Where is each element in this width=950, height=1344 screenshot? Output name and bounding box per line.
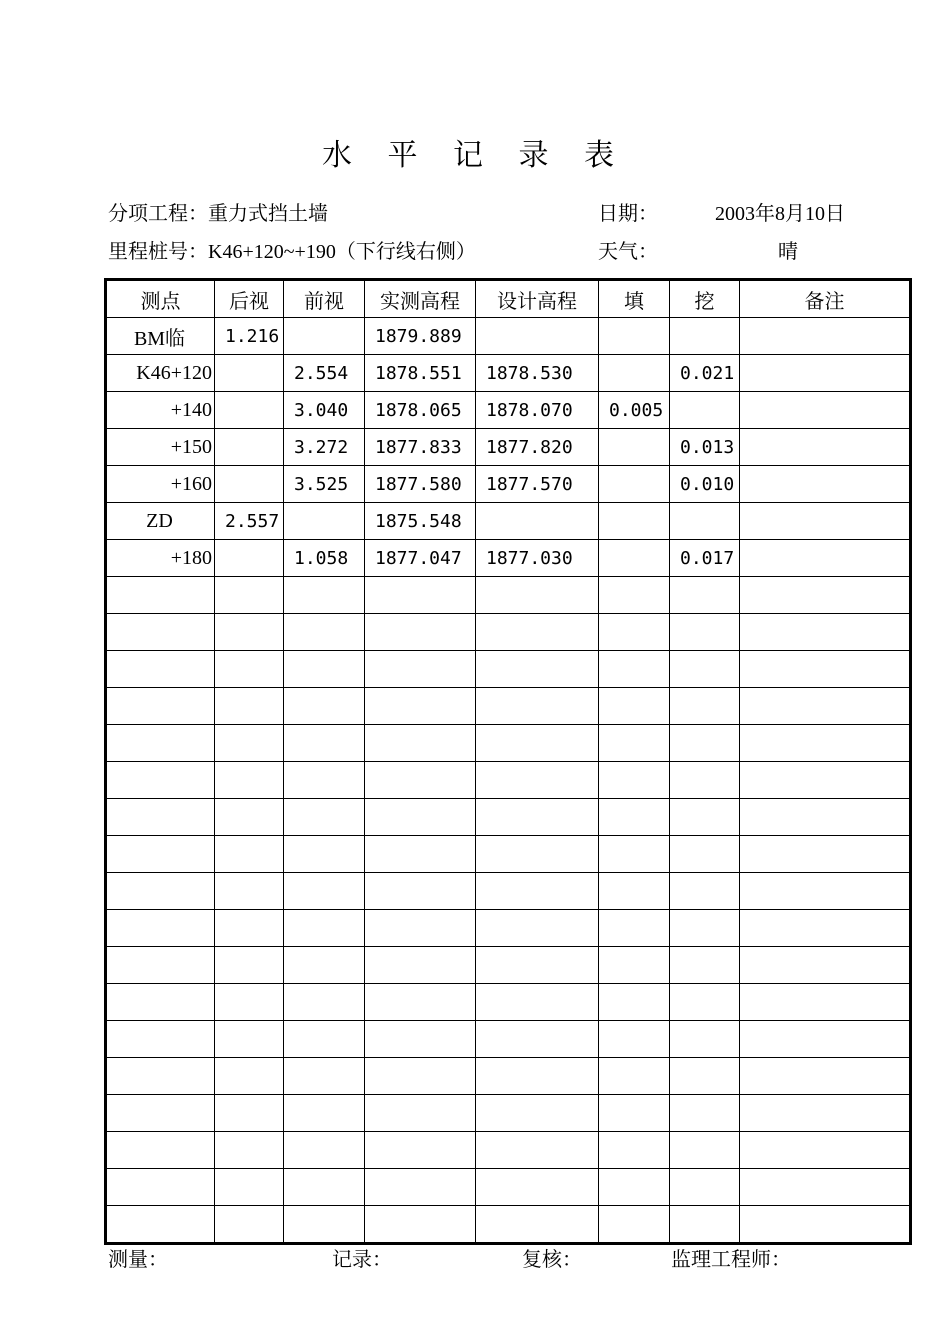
weather-label: 天气： (598, 241, 658, 263)
cell-fill (599, 540, 670, 577)
cell-foresight (284, 725, 365, 762)
table-row (106, 355, 911, 392)
cell-design-elevation (476, 1021, 599, 1058)
cell-foresight: 2.554 (284, 355, 365, 392)
cell-backsight (215, 910, 284, 947)
table-row (106, 1132, 911, 1169)
cell-measured-elevation: 1879.889 (365, 318, 476, 355)
table-row (106, 1021, 911, 1058)
station-row (108, 235, 476, 264)
table-row (106, 836, 911, 873)
cell-measured-elevation (365, 1095, 476, 1132)
cell-foresight (284, 1169, 365, 1206)
table-body (106, 318, 911, 1244)
cell-design-elevation (476, 503, 599, 540)
cell-design-elevation (476, 614, 599, 651)
cell-backsight (215, 725, 284, 762)
reviewer-label: 复核： (522, 1249, 582, 1271)
cell-design-elevation (476, 873, 599, 910)
cell-remarks (740, 1095, 911, 1132)
cell-remarks (740, 1021, 911, 1058)
cell-backsight (215, 540, 284, 577)
cell-cut (670, 762, 740, 799)
cell-point (106, 577, 215, 614)
cell-cut (670, 688, 740, 725)
cell-fill (599, 762, 670, 799)
cell-point (106, 1206, 215, 1244)
project-row (108, 197, 328, 226)
cell-design-elevation (476, 947, 599, 984)
cell-measured-elevation (365, 614, 476, 651)
cell-measured-elevation (365, 836, 476, 873)
cell-fill (599, 947, 670, 984)
cell-foresight (284, 947, 365, 984)
table-row (106, 651, 911, 688)
cell-point (106, 836, 215, 873)
cell-measured-elevation (365, 873, 476, 910)
table-row (106, 762, 911, 799)
cell-remarks (740, 540, 911, 577)
cell-foresight (284, 873, 365, 910)
station-value: K46+120~+190（下行线右侧） (208, 241, 476, 263)
cell-backsight (215, 688, 284, 725)
table-header-row (106, 280, 911, 318)
cell-fill: 0.005 (599, 392, 670, 429)
cell-cut (670, 392, 740, 429)
cell-point (106, 873, 215, 910)
cell-design-elevation (476, 688, 599, 725)
cell-remarks (740, 910, 911, 947)
cell-cut (670, 1132, 740, 1169)
cell-design-elevation (476, 836, 599, 873)
table-row (106, 503, 911, 540)
cell-point (106, 688, 215, 725)
cell-foresight (284, 799, 365, 836)
cell-foresight: 3.525 (284, 466, 365, 503)
cell-measured-elevation (365, 799, 476, 836)
cell-design-elevation (476, 1095, 599, 1132)
cell-point (106, 799, 215, 836)
cell-backsight (215, 1021, 284, 1058)
table-row (106, 1169, 911, 1206)
cell-backsight (215, 1132, 284, 1169)
cell-fill (599, 1021, 670, 1058)
cell-design-elevation (476, 651, 599, 688)
cell-point (106, 651, 215, 688)
cell-cut (670, 503, 740, 540)
supervisor-label: 监理工程师： (671, 1249, 791, 1271)
cell-design-elevation (476, 1132, 599, 1169)
cell-foresight (284, 688, 365, 725)
cell-backsight (215, 577, 284, 614)
cell-cut (670, 318, 740, 355)
column-header-backsight: 后视 (215, 280, 284, 318)
cell-measured-elevation (365, 947, 476, 984)
cell-remarks (740, 1058, 911, 1095)
cell-cut (670, 799, 740, 836)
cell-remarks (740, 688, 911, 725)
cell-cut (670, 836, 740, 873)
cell-fill (599, 1095, 670, 1132)
cell-fill (599, 688, 670, 725)
cell-measured-elevation (365, 762, 476, 799)
cell-foresight (284, 762, 365, 799)
station-label: 里程桩号： (108, 241, 208, 263)
table-row (106, 799, 911, 836)
cell-cut: 0.013 (670, 429, 740, 466)
cell-cut (670, 577, 740, 614)
cell-point (106, 1021, 215, 1058)
cell-cut (670, 1169, 740, 1206)
cell-backsight (215, 1095, 284, 1132)
cell-measured-elevation: 1875.548 (365, 503, 476, 540)
cell-point (106, 1132, 215, 1169)
cell-point (106, 725, 215, 762)
cell-point (106, 1095, 215, 1132)
cell-measured-elevation (365, 651, 476, 688)
leveling-record-table (104, 278, 912, 1245)
cell-point (106, 614, 215, 651)
cell-fill (599, 429, 670, 466)
table-row (106, 577, 911, 614)
cell-fill (599, 614, 670, 651)
cell-fill (599, 910, 670, 947)
cell-measured-elevation: 1877.833 (365, 429, 476, 466)
column-header-design-elevation: 设计高程 (476, 280, 599, 318)
cell-design-elevation (476, 799, 599, 836)
cell-measured-elevation (365, 1169, 476, 1206)
cell-fill (599, 651, 670, 688)
cell-point (106, 1058, 215, 1095)
cell-fill (599, 799, 670, 836)
cell-fill (599, 466, 670, 503)
cell-design-elevation: 1877.030 (476, 540, 599, 577)
cell-remarks (740, 392, 911, 429)
cell-backsight (215, 614, 284, 651)
cell-remarks (740, 318, 911, 355)
cell-design-elevation: 1878.530 (476, 355, 599, 392)
cell-fill (599, 1058, 670, 1095)
cell-backsight (215, 984, 284, 1021)
cell-design-elevation (476, 1058, 599, 1095)
table-row (106, 1095, 911, 1132)
cell-point: ZD (106, 503, 215, 540)
cell-design-elevation (476, 1169, 599, 1206)
cell-backsight (215, 947, 284, 984)
recorder-label: 记录： (332, 1249, 392, 1271)
cell-design-elevation (476, 725, 599, 762)
cell-fill (599, 503, 670, 540)
cell-foresight (284, 503, 365, 540)
cell-remarks (740, 614, 911, 651)
cell-point (106, 762, 215, 799)
cell-cut (670, 873, 740, 910)
cell-remarks (740, 503, 911, 540)
cell-foresight (284, 651, 365, 688)
table-row (106, 540, 911, 577)
table-row (106, 1058, 911, 1095)
cell-cut (670, 1058, 740, 1095)
cell-foresight (284, 1021, 365, 1058)
cell-design-elevation (476, 910, 599, 947)
cell-measured-elevation (365, 577, 476, 614)
table-row (106, 910, 911, 947)
cell-remarks (740, 799, 911, 836)
cell-cut: 0.021 (670, 355, 740, 392)
cell-fill (599, 725, 670, 762)
cell-cut (670, 1095, 740, 1132)
cell-foresight (284, 910, 365, 947)
cell-fill (599, 577, 670, 614)
surveyor-label: 测量： (108, 1249, 168, 1271)
cell-point: +140 (106, 392, 215, 429)
cell-remarks (740, 762, 911, 799)
cell-fill (599, 984, 670, 1021)
cell-backsight (215, 1206, 284, 1244)
cell-backsight (215, 392, 284, 429)
cell-point: BM临 (106, 318, 215, 355)
cell-foresight (284, 1206, 365, 1244)
cell-backsight (215, 762, 284, 799)
cell-measured-elevation: 1877.580 (365, 466, 476, 503)
cell-backsight: 1.216 (215, 318, 284, 355)
table-row (106, 947, 911, 984)
cell-fill (599, 836, 670, 873)
cell-point (106, 1169, 215, 1206)
cell-fill (599, 355, 670, 392)
column-header-foresight: 前视 (284, 280, 365, 318)
cell-point (106, 910, 215, 947)
table-row (106, 725, 911, 762)
cell-design-elevation (476, 577, 599, 614)
cell-point: K46+120 (106, 355, 215, 392)
cell-cut (670, 947, 740, 984)
cell-backsight (215, 355, 284, 392)
cell-remarks (740, 1169, 911, 1206)
table-row (106, 392, 911, 429)
cell-remarks (740, 429, 911, 466)
cell-cut (670, 651, 740, 688)
project-label: 分项工程： (108, 203, 208, 225)
cell-measured-elevation (365, 1132, 476, 1169)
cell-remarks (740, 577, 911, 614)
cell-measured-elevation (365, 1058, 476, 1095)
cell-remarks (740, 466, 911, 503)
cell-measured-elevation (365, 725, 476, 762)
cell-foresight (284, 1058, 365, 1095)
cell-design-elevation (476, 762, 599, 799)
cell-cut: 0.010 (670, 466, 740, 503)
weather-value: 晴 (778, 241, 798, 263)
cell-design-elevation (476, 984, 599, 1021)
cell-backsight (215, 873, 284, 910)
cell-design-elevation: 1877.820 (476, 429, 599, 466)
cell-design-elevation: 1878.070 (476, 392, 599, 429)
cell-cut (670, 1206, 740, 1244)
cell-backsight (215, 799, 284, 836)
cell-backsight (215, 651, 284, 688)
cell-measured-elevation: 1878.551 (365, 355, 476, 392)
cell-remarks (740, 873, 911, 910)
cell-measured-elevation (365, 1206, 476, 1244)
cell-remarks (740, 355, 911, 392)
cell-point (106, 984, 215, 1021)
cell-measured-elevation (365, 688, 476, 725)
cell-cut (670, 984, 740, 1021)
cell-remarks (740, 1132, 911, 1169)
cell-cut (670, 725, 740, 762)
cell-backsight (215, 1169, 284, 1206)
cell-backsight: 2.557 (215, 503, 284, 540)
cell-foresight (284, 836, 365, 873)
cell-point: +160 (106, 466, 215, 503)
date-value: 2003年8月10日 (715, 203, 845, 225)
table-row (106, 429, 911, 466)
project-value: 重力式挡土墙 (208, 203, 328, 225)
table-row (106, 318, 911, 355)
cell-fill (599, 1169, 670, 1206)
cell-remarks (740, 725, 911, 762)
cell-measured-elevation (365, 910, 476, 947)
table-row (106, 1206, 911, 1244)
column-header-point: 测点 (106, 280, 215, 318)
cell-remarks (740, 1206, 911, 1244)
column-header-remarks: 备注 (740, 280, 911, 318)
cell-fill (599, 1132, 670, 1169)
cell-remarks (740, 836, 911, 873)
cell-fill (599, 1206, 670, 1244)
cell-cut (670, 910, 740, 947)
table-row (106, 614, 911, 651)
cell-fill (599, 873, 670, 910)
page-title: 水 平 记 录 表 (322, 139, 628, 172)
cell-design-elevation: 1877.570 (476, 466, 599, 503)
column-header-fill: 填 (599, 280, 670, 318)
cell-cut (670, 614, 740, 651)
cell-measured-elevation: 1878.065 (365, 392, 476, 429)
cell-foresight (284, 1132, 365, 1169)
column-header-cut: 挖 (670, 280, 740, 318)
table-row (106, 688, 911, 725)
cell-foresight: 1.058 (284, 540, 365, 577)
cell-foresight: 3.272 (284, 429, 365, 466)
cell-foresight: 3.040 (284, 392, 365, 429)
cell-point (106, 947, 215, 984)
table-row (106, 873, 911, 910)
cell-measured-elevation: 1877.047 (365, 540, 476, 577)
cell-foresight (284, 577, 365, 614)
cell-foresight (284, 614, 365, 651)
cell-measured-elevation (365, 1021, 476, 1058)
cell-cut: 0.017 (670, 540, 740, 577)
cell-point: +180 (106, 540, 215, 577)
cell-fill (599, 318, 670, 355)
cell-foresight (284, 318, 365, 355)
cell-backsight (215, 836, 284, 873)
cell-backsight (215, 429, 284, 466)
cell-remarks (740, 984, 911, 1021)
cell-design-elevation (476, 1206, 599, 1244)
cell-backsight (215, 1058, 284, 1095)
date-label: 日期： (598, 203, 658, 225)
cell-foresight (284, 1095, 365, 1132)
table-row (106, 984, 911, 1021)
cell-point: +150 (106, 429, 215, 466)
column-header-measured-elevation: 实测高程 (365, 280, 476, 318)
cell-design-elevation (476, 318, 599, 355)
table-row (106, 466, 911, 503)
cell-remarks (740, 651, 911, 688)
cell-cut (670, 1021, 740, 1058)
cell-foresight (284, 984, 365, 1021)
cell-remarks (740, 947, 911, 984)
cell-backsight (215, 466, 284, 503)
cell-measured-elevation (365, 984, 476, 1021)
